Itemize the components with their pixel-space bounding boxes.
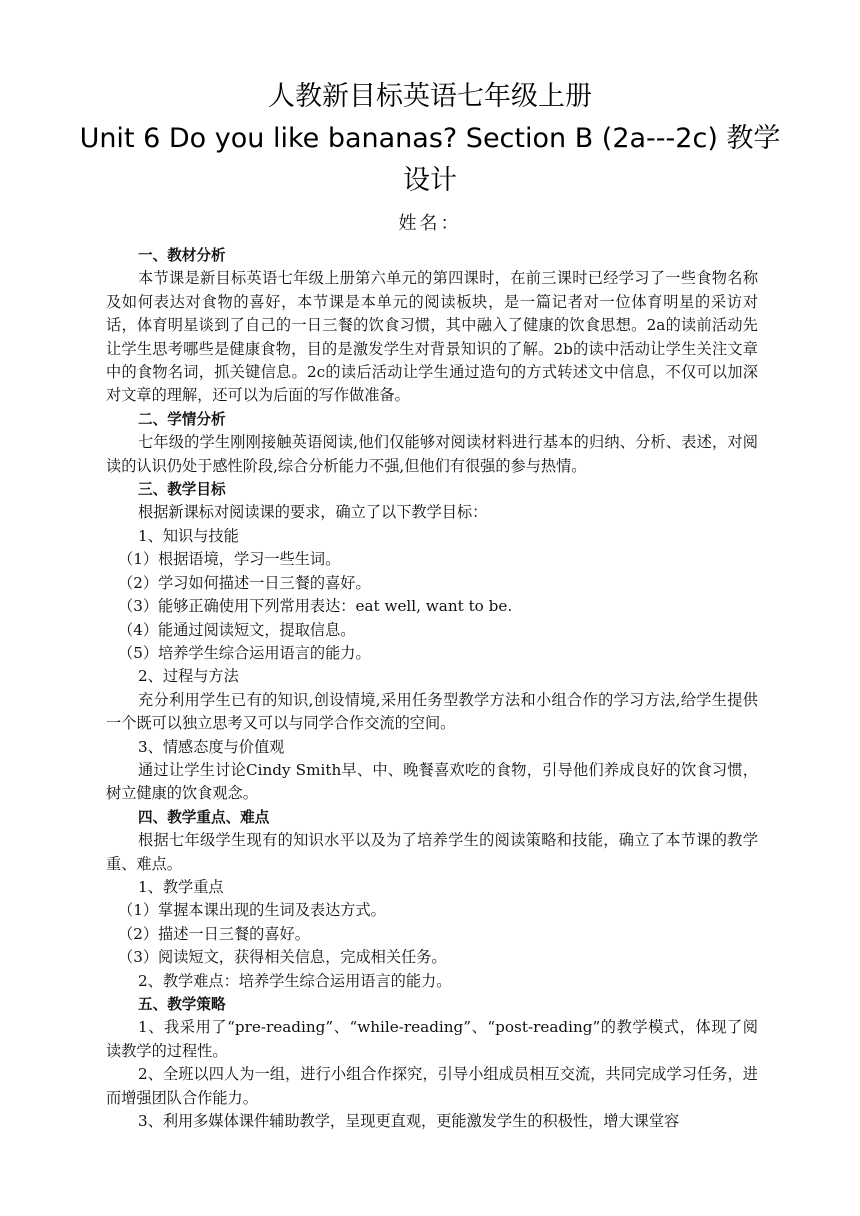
section-heading-learner-analysis: 二、学情分析	[138, 410, 226, 428]
list-item: （3）能够正确使用下列常用表达：eat well, want to be.	[118, 597, 513, 616]
title-line-3: 设计	[403, 165, 457, 196]
section-heading-objectives: 三、教学目标	[138, 481, 226, 499]
section-heading-textbook-analysis: 一、教材分析	[138, 247, 226, 264]
list-item: 2、全班以四人为一组，进行小组合作探究，引导小组成员相互交流，共同完成学习任务，进而增强团队合作能力。	[106, 1065, 758, 1107]
key-points-paragraph: 根据七年级学生现有的知识水平以及为了培养学生的阅读策略和技能，确立了本节课的教学重、难点。	[106, 831, 758, 873]
section-heading-key-points: 四、教学重点、难点	[138, 808, 270, 826]
list-item: （1）根据语境，学习一些生词。	[118, 550, 341, 569]
learner-analysis-paragraph: 七年级的学生刚刚接触英语阅读,他们仅能够对阅读材料进行基本的归纳、分析、表述，对阅读的认识仍处于感性阶段,综合分析能力不强,但他们有很强的参与热情。	[106, 433, 758, 475]
objectives-intro: 根据新课标对阅读课的要求，确立了以下教学目标：	[138, 503, 488, 522]
process-paragraph: 充分利用学生已有的知识,创设情境,采用任务型教学方法和小组合作的学习方法,给学生提供一个既可以独立思考又可以与同学合作交流的空间。	[106, 690, 758, 733]
list-item: （2）学习如何描述一日三餐的喜好。	[118, 573, 371, 592]
key-points-subheading: 1、教学重点	[138, 877, 224, 896]
list-item: （5）培养学生综合运用语言的能力。	[118, 643, 371, 662]
list-item: 3、利用多媒体课件辅助教学，呈现更直观，更能激发学生的积极性，增大课堂容	[138, 1112, 680, 1131]
attitude-paragraph: 通过让学生讨论Cindy Smith早、中、晚餐喜欢吃的食物，引导他们养成良好的饮食习惯，树立健康的饮食观念。	[106, 760, 758, 803]
list-item: （2）描述一日三餐的喜好。	[118, 924, 310, 943]
list-item: （3）阅读短文，获得相关信息，完成相关任务。	[118, 948, 447, 967]
objectives-subheading-process: 2、过程与方法	[138, 667, 239, 686]
document-body	[106, 244, 758, 1133]
title-line-2: Unit 6 Do you like bananas? Section B (2a---2c) 教学	[79, 123, 781, 154]
textbook-analysis-paragraph: 本节课是新目标英语七年级上册第六单元的第四课时，在前三课时已经学习了一些食物名称及如何表达对食物的喜好，本节课是本单元的阅读板块，是一篇记者对一位体育明星的采访对话，体育明星谈到了自己的一日三餐的饮食习惯，其中融入了健康的饮食思想。2a的读前活动先让学生思考哪些是健康食物，目的是激发学生对背景知识的了解。2b的读中活动让学生关注文章中的食物名词，抓关键信息。2c的读后活动让学生通过造句的方式转述文中信息，不仅可以加深对文章的理解，还可以为后面的写作做准备。	[106, 269, 758, 405]
list-item: （4）能通过阅读短文，提取信息。	[118, 620, 356, 639]
list-item: 1、我采用了“pre-reading”、“while-reading”、“post-reading”的教学模式，体现了阅读教学的过程性。	[106, 1018, 758, 1060]
section-heading-strategy: 五、教学策略	[138, 996, 226, 1013]
objectives-subheading-knowledge: 1、知识与技能	[138, 526, 239, 545]
name-label: 姓名：	[398, 213, 462, 234]
title-line-1: 人教新目标英语七年级上册	[268, 81, 592, 112]
list-item: （1）掌握本课出现的生词及表达方式。	[118, 901, 386, 920]
objectives-subheading-attitude: 3、情感态度与价值观	[138, 737, 285, 756]
difficult-points-line: 2、教学难点：培养学生综合运用语言的能力。	[138, 971, 452, 990]
